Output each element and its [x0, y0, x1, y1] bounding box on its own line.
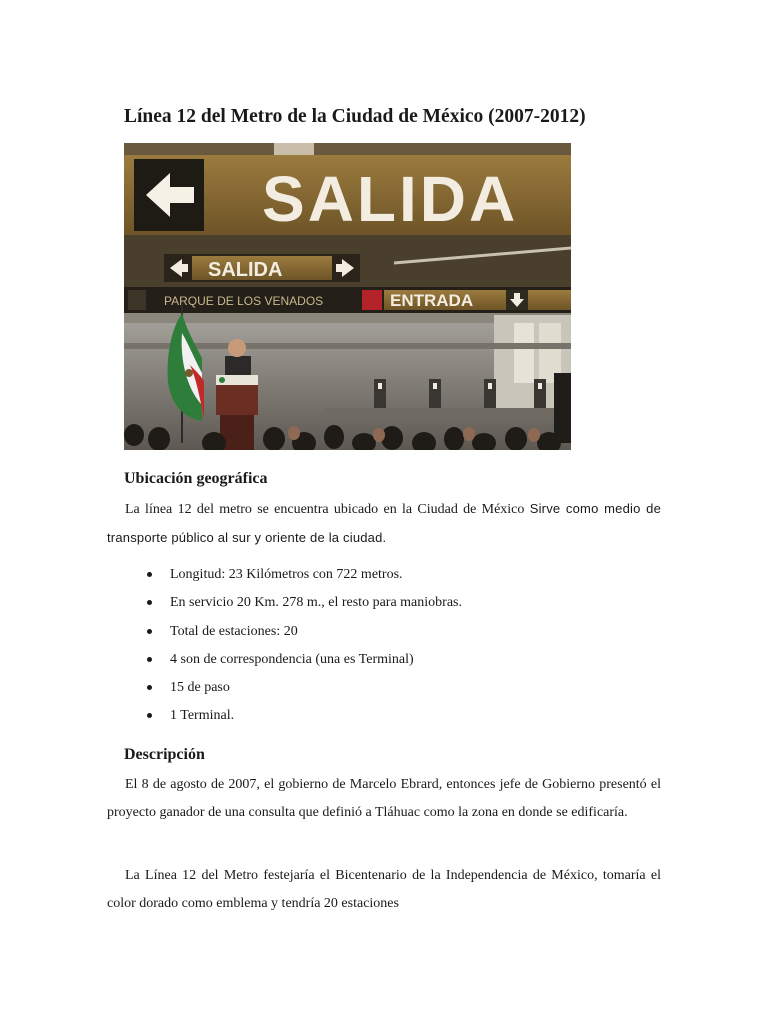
list-item — [145, 674, 462, 702]
list-item — [145, 646, 462, 674]
page-title: Línea 12 del Metro de la Ciudad de México (2007-2012) — [124, 106, 586, 127]
ubicacion-text-serif: La línea 12 del metro se encuentra ubicado en la Ciudad de México — [125, 502, 525, 517]
bullet-icon — [147, 600, 152, 605]
list-item — [145, 618, 462, 646]
bullet-icon — [147, 629, 152, 634]
list-item — [145, 702, 462, 730]
ubicacion-text-sans-2: transporte público al sur y oriente de la ciudad. — [107, 529, 387, 545]
section-heading-ubicacion: Ubicación geográfica — [124, 470, 268, 487]
paragraph-descripcion-2 — [107, 862, 661, 917]
sign-salida-main: SALIDA — [262, 163, 519, 235]
list-item — [145, 561, 462, 589]
list-item-text: Longitud: 23 Kilómetros con 722 metros. — [170, 567, 403, 582]
metro-photo — [124, 143, 571, 450]
sign-salida-secondary: SALIDA — [208, 259, 283, 281]
section-heading-descripcion: Descripción — [124, 746, 205, 763]
list-item-text: 4 son de correspondencia (una es Terminal) — [170, 651, 414, 667]
list-item-text: En servicio 20 Km. 278 m., el resto para maniobras. — [170, 595, 462, 611]
list-item — [145, 589, 462, 617]
descripcion-text-1: El 8 de agosto de 2007, el gobierno de Marcelo Ebrard, entonces jefe de Gobierno presentó el proyecto ganador de una consulta que definió a Tláhuac como la zona en donde se edificaría. — [107, 777, 661, 820]
ubicacion-text-sans-1: Sirve como medio de — [529, 501, 661, 516]
bullet-icon — [147, 572, 152, 577]
sign-station-name: PARQUE DE LOS VENADOS — [164, 294, 324, 308]
paragraph-ubicacion — [107, 495, 661, 552]
bullet-icon — [147, 657, 152, 662]
bullet-icon — [147, 713, 152, 718]
facts-list — [145, 561, 462, 731]
list-item-text: 1 Terminal. — [170, 708, 235, 724]
list-item-text: Total de estaciones: 20 — [170, 623, 298, 639]
paragraph-descripcion-1 — [107, 771, 661, 826]
descripcion-text-2: La Línea 12 del Metro festejaría el Bicentenario de la Independencia de México, tomaría el color dorado como emblema y tendría 20 estaciones — [107, 868, 661, 911]
sign-entrada: ENTRADA — [390, 291, 474, 310]
list-item-text: 15 de paso — [170, 680, 230, 696]
bullet-icon — [147, 685, 152, 690]
